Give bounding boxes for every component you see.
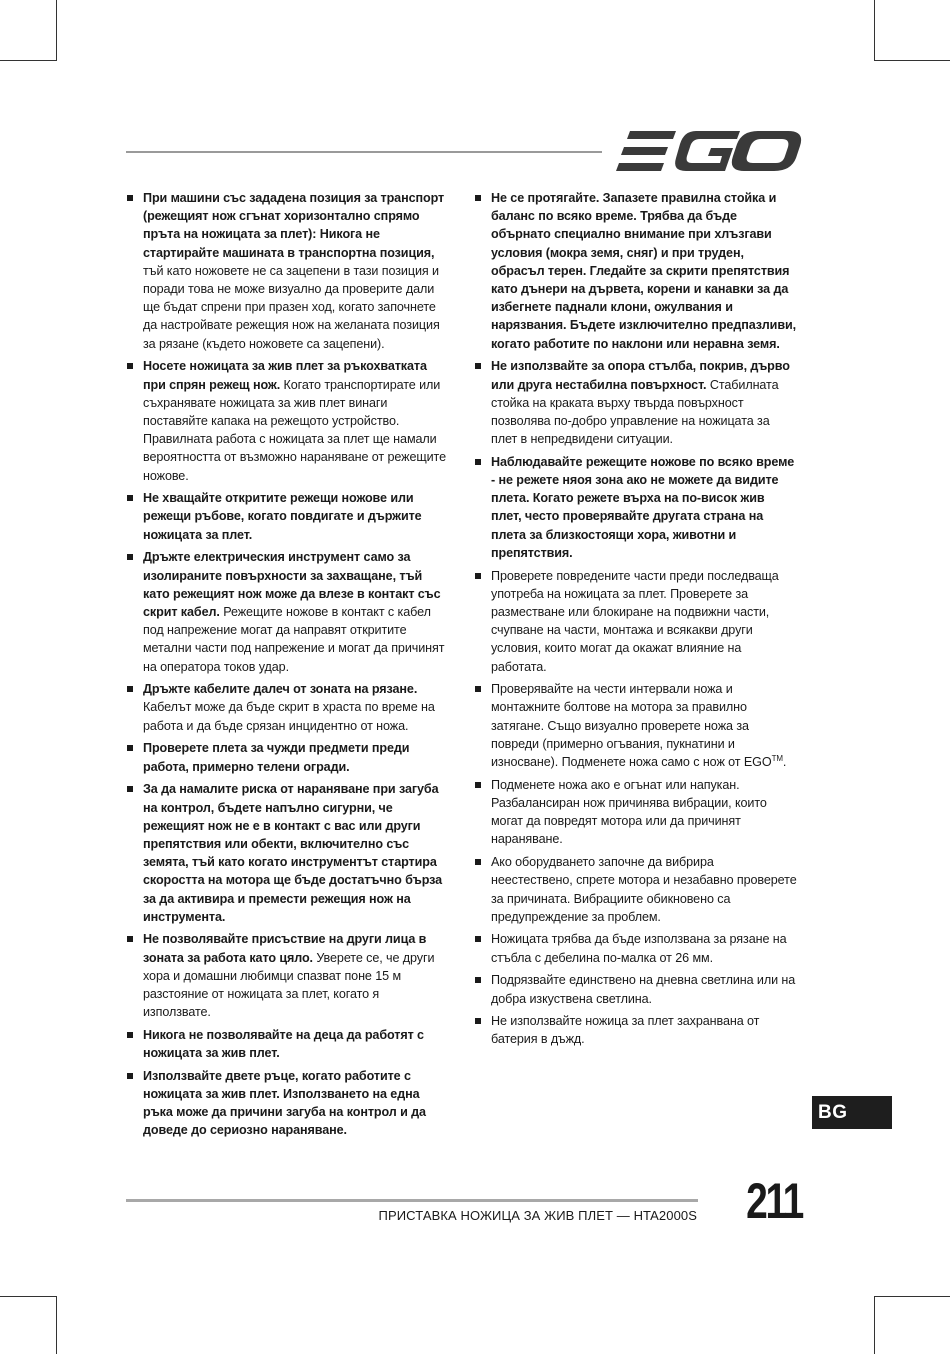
header-rule <box>126 151 602 153</box>
list-item: Дръжте електрическия инструмент само за изолираните повърхности за захващане, тъй като режещият нож може да влезе в контакт със скрит кабел. Режещите ножове в контакт с кабел под напрежение могат да направят откритите метални части под напрежение и могат да причинят на оператора токов удар. <box>126 548 450 675</box>
crop-mark <box>874 60 950 61</box>
language-tab: BG <box>812 1096 892 1129</box>
list-item: Не се протягайте. Запазете правилна стойка и баланс по всяко време. Трябва да бъде обърнато специално внимание при хлъзгави условия (мокра земя, сняг) и при труден, обрасъл терен. Гледайте за скрити препятствия като дънери на дървета, корени и канавки за да избегнете паднали клони, ожулвания и нарязвания. Бъдете изключително предпазливи, когато работите по наклони или неравна земя. <box>474 189 798 353</box>
list-item: Използвайте двете ръце, когато работите с ножицата за жив плет. Използването на една ръка може да причини загуба на контрол и да доведе до сериозно нараняване. <box>126 1067 450 1140</box>
crop-mark <box>874 1296 875 1354</box>
list-item: Не използвайте ножица за плет захранвана от батерия в дъжд. <box>474 1012 798 1048</box>
list-item: За да намалите риска от нараняване при загуба на контрол, бъдете напълно сигурни, че режещият нож не е в контакт с вас или други препятствия или обекти, включително със земята, тъй като когато инструментът стартира скоростта на мотора ще бъде достатъчно бърза за да активира и премести режещия нож на инструмента. <box>126 780 450 926</box>
footer-title: ПРИСТАВКА НОЖИЦА ЗА ЖИВ ПЛЕТ — HTA2000S <box>378 1208 697 1223</box>
crop-mark <box>874 1296 950 1297</box>
list-item: Ножицата трябва да бъде използвана за рязане на стъбла с дебелина по-малка от 26 мм. <box>474 930 798 966</box>
right-column <box>474 189 798 1053</box>
list-item: Проверете повредените части преди последваща употреба на ножицата за плет. Проверете за разместване или блокиране на подвижни части, счупване на части, монтажа и всякакви други условия, които могат да окажат влияние на работата. <box>474 567 798 676</box>
crop-mark <box>56 1296 57 1354</box>
footer-rule <box>126 1199 698 1202</box>
safety-list-right <box>474 189 798 1049</box>
list-item: Дръжте кабелите далеч от зоната на рязане. Кабелът може да бъде скрит в храста по време на работа и да бъде срязан инцидентно от ножа. <box>126 680 450 735</box>
list-item: Не използвайте за опора стълба, покрив, дърво или друга нестабилна повърхност. Стабилната стойка на краката върху твърда повърхност позволява по-добро управление на ножицата за плет в непредвидени ситуации. <box>474 357 798 448</box>
list-item: Не позволявайте присъствие на други лица в зоната за работа като цяло. Уверете се, че други хора и домашни любимци спазват поне 15 м разстояние от ножицата за плет, когато я използвате. <box>126 930 450 1021</box>
list-item: Проверете плета за чужди предмети преди работа, примерно телени огради. <box>126 739 450 775</box>
list-item: Наблюдавайте режещите ножове по всяко време - не режете няоя зона ако не можете да видите плета. Когато режете върха на по-висок жив плет, често проверявайте другата страна на плета за близкостоящи хора, животни и препятствия. <box>474 453 798 562</box>
list-item: Не хващайте откритите режещи ножове или режещи ръбове, когато повдигате и държите ножицата за плет. <box>126 489 450 544</box>
left-column <box>126 189 450 1144</box>
list-item: При машини със зададена позиция за транспорт (режещият нож сгънат хоризонтално спрямо пръта на ножицата за плет): Никога не стартирайте машината в транспортна позиция, тъй като ножовете не са зацепени в тази позиция и поради това не може визуално да проверите дали ще бъдат спрени при празен ход, когато започнете да настройвате режещия нож на желаната позиция за рязане (където ножовете са зацепени). <box>126 189 450 353</box>
page-number: 211 <box>746 1173 802 1229</box>
list-item: Проверявайте на чести интервали ножа и монтажните болтове на мотора за правилно затягане. Също визуално проверете ножа за повреди (примерно огъвания, пукнатини и износване). Подменете ножа само с нож от EGO™. <box>474 680 798 771</box>
crop-mark <box>0 60 57 61</box>
crop-mark <box>874 0 875 60</box>
list-item: Никога не позволявайте на деца да работят с ножицата за жив плет. <box>126 1026 450 1062</box>
list-item: Подменете ножа ако е огънат или напукан. Разбалансиран нож причинява вибрации, които могат да повредят мотора или да причинят нараняване. <box>474 776 798 849</box>
list-item: Носете ножицата за жив плет за ръкохватката при спрян режещ нож. Когато транспортирате или съхранявате ножицата за жив плет винаги поставяйте капака на режещото устройство. Правилната работа с ножицата за плет ще намали вероятността от възможно нараняване от режещите ножове. <box>126 357 450 484</box>
ego-logo <box>616 128 802 174</box>
trademark-sup: TM <box>771 753 783 763</box>
list-item: Подрязвайте единствено на дневна светлина или на добра изкуствена светлина. <box>474 971 798 1007</box>
list-item: Ако оборудването започне да вибрира неестествено, спрете мотора и незабавно проверете за причината. Вибрациите обикновено са предупреждение за проблем. <box>474 853 798 926</box>
crop-mark <box>56 0 57 60</box>
crop-mark <box>0 1296 57 1297</box>
safety-list-left <box>126 189 450 1140</box>
